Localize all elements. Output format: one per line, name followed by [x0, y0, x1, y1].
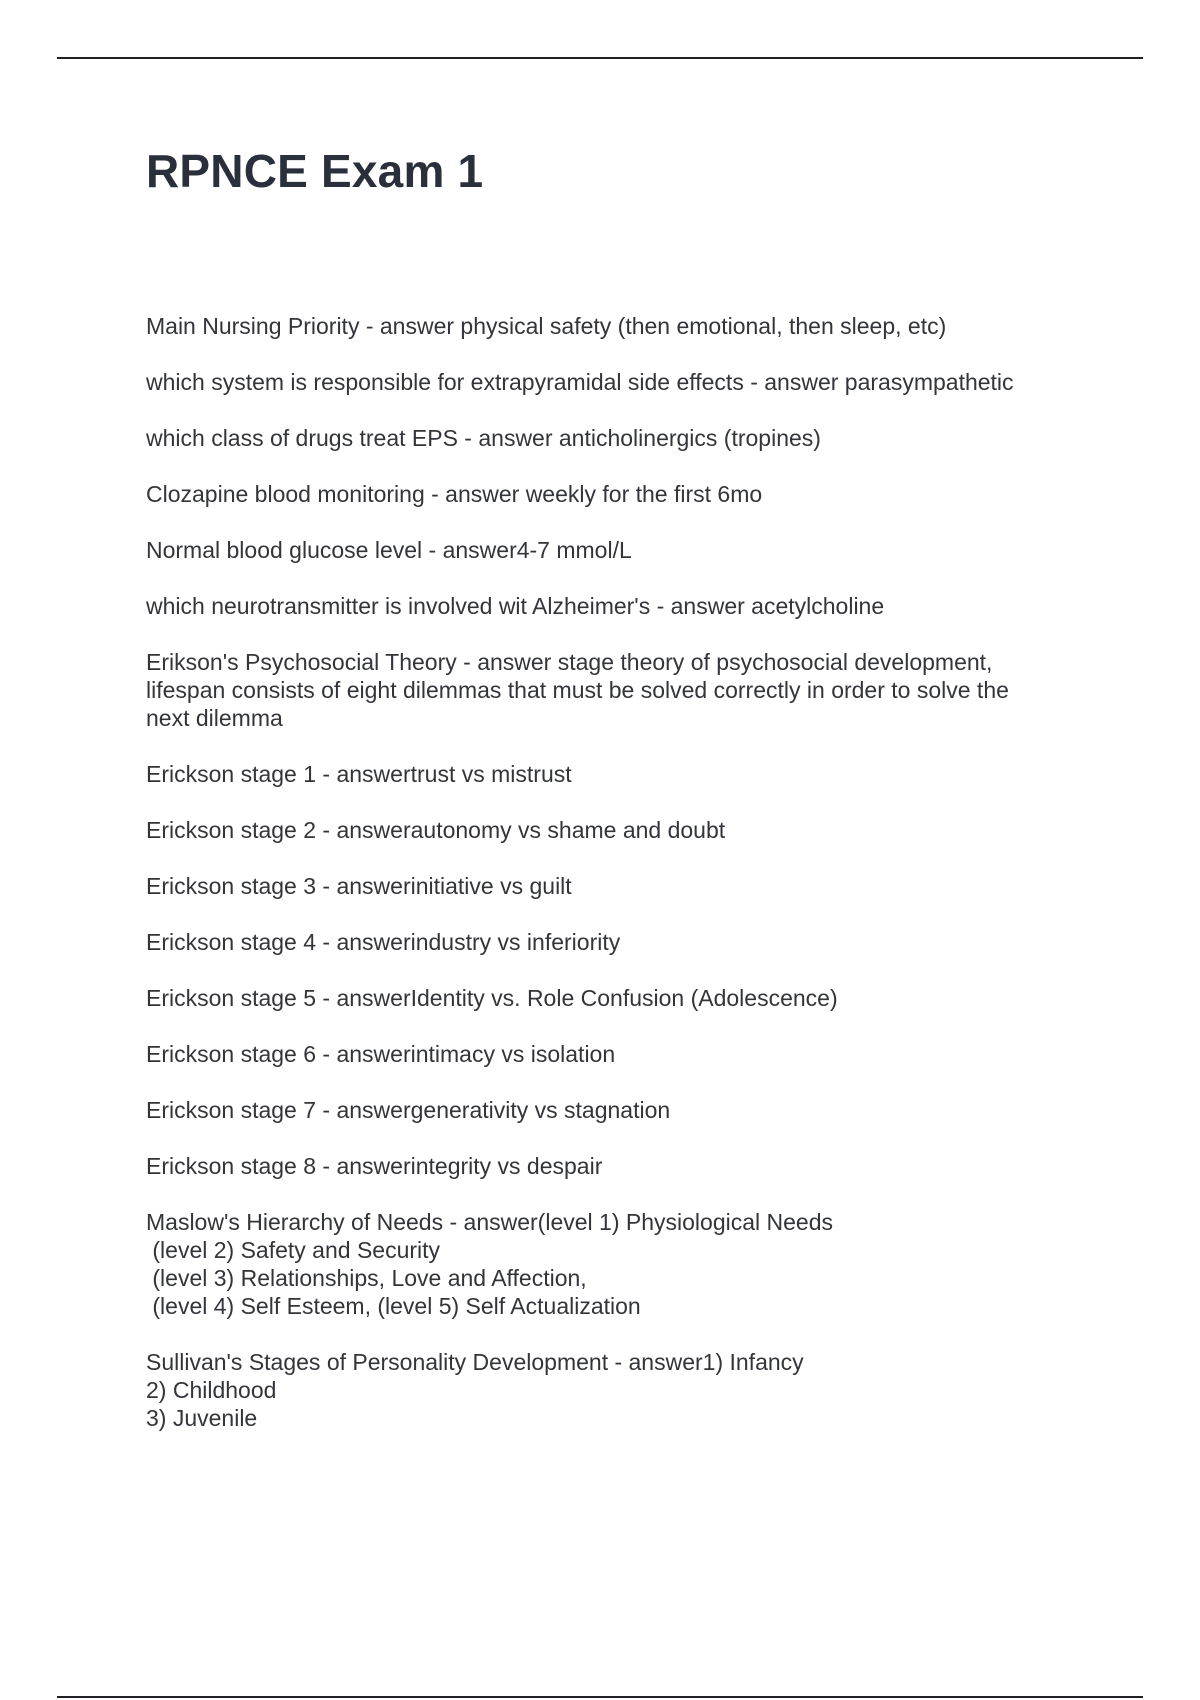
flashcard-entry: Normal blood glucose level - answer4-7 mmol/L [146, 537, 632, 563]
flashcard-entry: Erickson stage 4 - answerindustry vs inferiority [146, 929, 621, 955]
flashcard-entry: Clozapine blood monitoring - answer weekly for the first 6mo [146, 481, 763, 507]
flashcard-entry: Erickson stage 3 - answerinitiative vs guilt [146, 873, 572, 899]
flashcard-entry: which class of drugs treat EPS - answer anticholinergics (tropines) [146, 425, 821, 451]
flashcard-entry: Erickson stage 5 - answerIdentity vs. Role Confusion (Adolescence) [146, 985, 838, 1011]
flashcard-list [146, 312, 1086, 1460]
flashcard-entry: which neurotransmitter is involved wit Alzheimer's - answer acetylcholine [146, 593, 885, 619]
flashcard-entry: Maslow's Hierarchy of Needs - answer(level 1) Physiological Needs (level 2) Safety and Security (level 3) Relationships, Love and Affection, (level 4) Self Esteem, (level 5) Self Actualization [146, 1209, 833, 1319]
flashcard-entry: Sullivan's Stages of Personality Development - answer1) Infancy 2) Childhood 3) Juvenile [146, 1349, 804, 1431]
flashcard-entry: Erikson's Psychosocial Theory - answer stage theory of psychosocial development, lifespan consists of eight dilemmas that must be solved correctly in order to solve the next dilemma [146, 649, 1009, 731]
flashcard-entry: Erickson stage 1 - answertrust vs mistrust [146, 761, 572, 787]
flashcard-entry: which system is responsible for extrapyramidal side effects - answer parasympathetic [146, 369, 1014, 395]
top-rule [57, 57, 1143, 59]
flashcard-entry: Main Nursing Priority - answer physical safety (then emotional, then sleep, etc) [146, 313, 947, 339]
page-title: RPNCE Exam 1 [146, 145, 484, 197]
flashcard-entry: Erickson stage 6 - answerintimacy vs isolation [146, 1041, 616, 1067]
flashcard-entry: Erickson stage 7 - answergenerativity vs stagnation [146, 1097, 671, 1123]
bottom-rule [57, 1696, 1143, 1698]
flashcard-entry: Erickson stage 2 - answerautonomy vs shame and doubt [146, 817, 726, 843]
flashcard-entry: Erickson stage 8 - answerintegrity vs despair [146, 1153, 603, 1179]
